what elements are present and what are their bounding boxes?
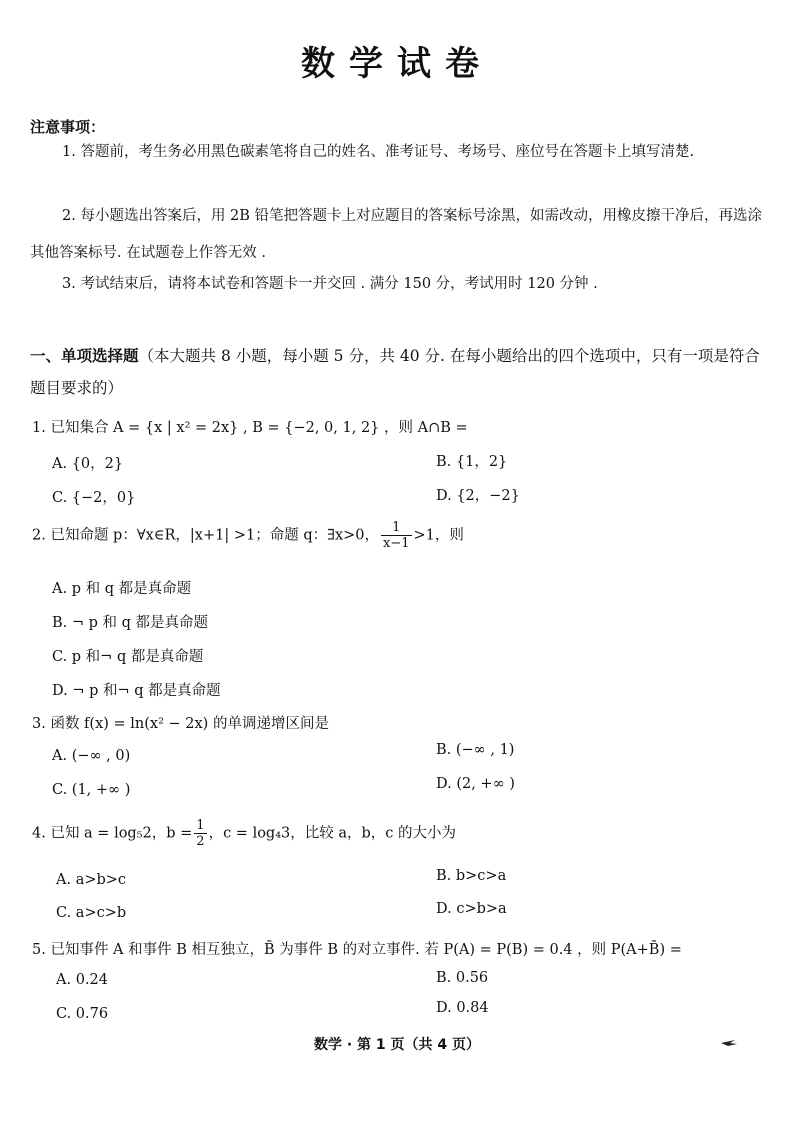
question-2-fraction: [381, 520, 412, 551]
question-1-option-b: B. {1，2}: [436, 454, 508, 470]
question-3-option-a: A. (−∞ , 0): [52, 748, 131, 764]
question-3-stem: 3. 函数 f(x) = ln(x² − 2x) 的单调递增区间是: [32, 716, 329, 732]
question-3-option-b: B. (−∞ , 1): [436, 742, 515, 758]
question-2-option-a: A. p 和 q 都是真命题: [52, 581, 192, 597]
question-2-option-b: B. ¬ p 和 q 都是真命题: [52, 615, 209, 631]
question-5-option-a: A. 0.24: [56, 972, 108, 988]
section-heading: [30, 340, 770, 404]
fraction-numerator: 1: [381, 520, 412, 536]
question-4-option-b: B. b>c>a: [436, 868, 507, 884]
page-title: 数学试卷: [301, 44, 493, 84]
question-4-fraction: [194, 818, 206, 849]
question-1-stem: 1. 已知集合 A = {x | x² = 2x} , B = {−2, 0, 1, 2} ，则 A∩B =: [32, 420, 468, 436]
question-4-option-c: C. a>c>b: [56, 905, 127, 921]
question-2-option-d: D. ¬ p 和¬ q 都是真命题: [52, 683, 221, 699]
question-5-option-d: D. 0.84: [436, 1000, 489, 1016]
section-description: （本大题共 8 小题，每小题 5 分，共 40 分. 在每小题给出的四个选项中，只有一项是符合题目要求的）: [30, 347, 760, 397]
question-2-stem-post: >1，则: [413, 527, 464, 544]
question-1-option-c: C. {−2，0}: [52, 490, 136, 506]
question-2-option-c: C. p 和¬ q 都是真命题: [52, 649, 204, 665]
section-title: 一、单项选择题: [30, 347, 139, 365]
question-4-stem: [32, 818, 772, 849]
scan-mark-icon: [720, 1038, 738, 1048]
fraction-denominator: 2: [196, 834, 205, 849]
question-1-option-d: D. {2，−2}: [436, 488, 520, 504]
question-5-option-b: B. 0.56: [436, 970, 489, 986]
question-4-option-a: A. a>b>c: [56, 872, 127, 888]
page-footer: 数学 · 第 1 页（共 4 页）: [313, 1037, 481, 1053]
question-4-option-d: D. c>b>a: [436, 901, 507, 917]
question-5-stem: 5. 已知事件 A 和事件 B 相互独立，B̄ 为事件 B 的对立事件. 若 P(A) = P(B) = 0.4 ，则 P(A+B̄) =: [32, 942, 682, 958]
fraction-denominator: x−1: [383, 536, 410, 551]
notice-heading: 注意事项：: [30, 118, 106, 136]
question-4-stem-post: ，c = log₄3，比较 a，b，c 的大小为: [208, 825, 457, 842]
question-3-option-c: C. (1, +∞ ): [52, 782, 131, 798]
notice-item-3: 3. 考试结束后，请将本试卷和答题卡一并交回 . 满分 150 分，考试用时 120 分钟 .: [62, 276, 598, 292]
question-4-stem-pre: 4. 已知 a = log₅2，b =: [32, 825, 193, 842]
question-1-option-a: A. {0，2}: [52, 456, 124, 472]
fraction-numerator: 1: [196, 818, 205, 833]
question-2-stem: [32, 520, 772, 551]
question-2-stem-pre: 2. 已知命题 p：∀x∈R，|x+1| >1；命题 q：∃x>0，: [32, 527, 380, 544]
question-3-option-d: D. (2, +∞ ): [436, 776, 515, 792]
notice-item-1: 1. 答题前，考生务必用黑色碳素笔将自己的姓名、准考证号、考场号、座位号在答题卡上填写清楚.: [62, 144, 695, 160]
notice-item-2: 2. 每小题选出答案后，用 2B 铅笔把答题卡上对应题目的答案标号涂黑，如需改动，用橡皮擦干净后，再选涂其他答案标号. 在试题卷上作答无效 .: [30, 208, 763, 261]
question-5-option-c: C. 0.76: [56, 1006, 109, 1022]
